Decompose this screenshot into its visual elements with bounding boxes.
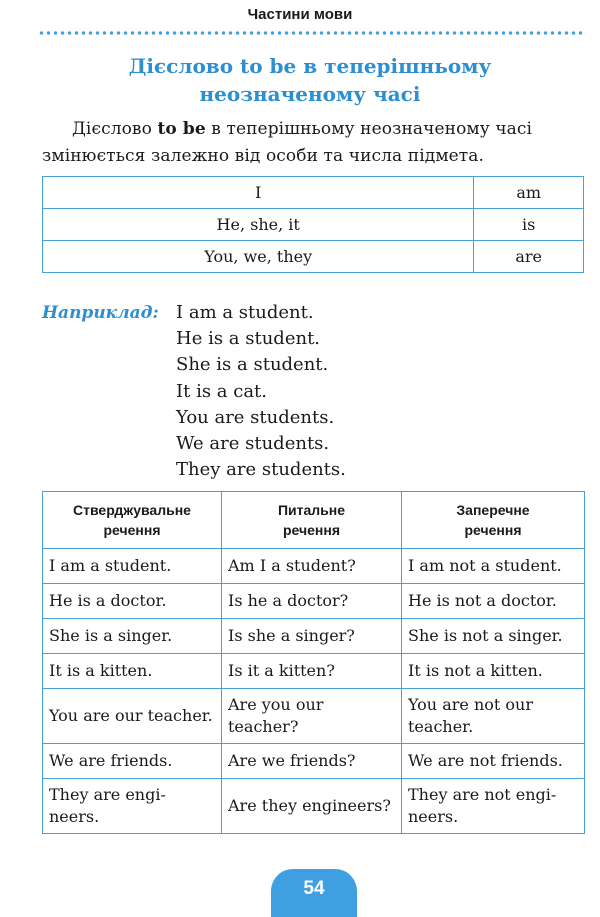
page-number: 54 — [271, 869, 357, 917]
list-item: She is a student. — [176, 354, 329, 376]
page-title — [0, 52, 600, 108]
affirmative-cell: We are friends. — [43, 744, 222, 779]
table-row — [43, 209, 584, 241]
subject-cell: I — [43, 177, 474, 209]
header-interrogative — [222, 492, 402, 549]
intro-text-2: в теперішньому неозначеному часі змінюється залежно від особи та числа підмета. — [42, 119, 533, 166]
sentence-forms-table — [42, 491, 585, 834]
affirmative-cell: He is a doctor. — [43, 584, 222, 619]
verb-cell: am — [474, 177, 584, 209]
intro-keyword: to be — [157, 119, 206, 139]
header-negative — [402, 492, 585, 549]
negative-cell: You are not our teacher. — [402, 689, 585, 744]
negative-cell: They are not engi- neers. — [402, 779, 585, 834]
verb-cell: is — [474, 209, 584, 241]
header-line: речення — [283, 522, 340, 538]
list-item: You are students. — [176, 406, 335, 428]
negative-cell: It is not a kitten. — [402, 654, 585, 689]
question-cell: Is she a singer? — [222, 619, 402, 654]
table-row — [43, 779, 585, 834]
table-row — [43, 177, 584, 209]
dotted-divider — [38, 30, 586, 36]
negative-cell: She is not a singer. — [402, 619, 585, 654]
table-row — [43, 549, 585, 584]
table-row — [43, 619, 585, 654]
header-line: Питальне — [277, 502, 346, 518]
question-cell: Are you our teacher? — [222, 689, 402, 744]
affirmative-cell: I am a student. — [43, 549, 222, 584]
verb-cell: are — [474, 241, 584, 273]
table-row — [43, 654, 585, 689]
table-row — [43, 584, 585, 619]
title-line-1: Дієслово to be в теперішньому — [128, 54, 492, 78]
example-label: Наприклад: — [42, 303, 159, 323]
list-item: I am a student. — [176, 302, 314, 323]
intro-text-1: Дієслово — [72, 119, 158, 139]
list-item: It is a cat. — [176, 380, 268, 402]
example-list — [176, 300, 346, 483]
question-cell: Are they engineers? — [222, 779, 402, 834]
title-line-2: неозначеному часі — [199, 82, 421, 106]
section-header: Частини мови — [247, 6, 353, 23]
header-line: речення — [103, 522, 161, 538]
negative-cell: I am not a student. — [402, 549, 585, 584]
header-line: речення — [464, 522, 522, 538]
question-cell: Are we friends? — [222, 744, 402, 779]
negative-cell: We are not friends. — [402, 744, 585, 779]
header-line: Заперечне — [456, 502, 530, 518]
list-item: We are students. — [176, 433, 330, 455]
subject-cell: He, she, it — [43, 209, 474, 241]
question-cell: Am I a student? — [222, 549, 402, 584]
table-row — [43, 689, 585, 744]
affirmative-cell: She is a singer. — [43, 619, 222, 654]
subject-cell: You, we, they — [43, 241, 474, 273]
intro-paragraph — [42, 116, 587, 170]
question-cell: Is it a kitten? — [222, 654, 402, 689]
negative-cell: He is not a doctor. — [402, 584, 585, 619]
table-row — [43, 744, 585, 779]
header-line: Стверджувальне — [73, 502, 191, 518]
question-cell: Is he a doctor? — [222, 584, 402, 619]
table-row — [43, 241, 584, 273]
header-affirmative — [43, 492, 222, 549]
affirmative-cell: You are our teacher. — [43, 689, 222, 744]
table-header-row — [43, 492, 585, 549]
affirmative-cell: They are engi- neers. — [43, 779, 222, 834]
list-item: They are students. — [176, 459, 346, 481]
conjugation-table — [42, 176, 584, 273]
list-item: He is a student. — [176, 328, 321, 350]
affirmative-cell: It is a kitten. — [43, 654, 222, 689]
